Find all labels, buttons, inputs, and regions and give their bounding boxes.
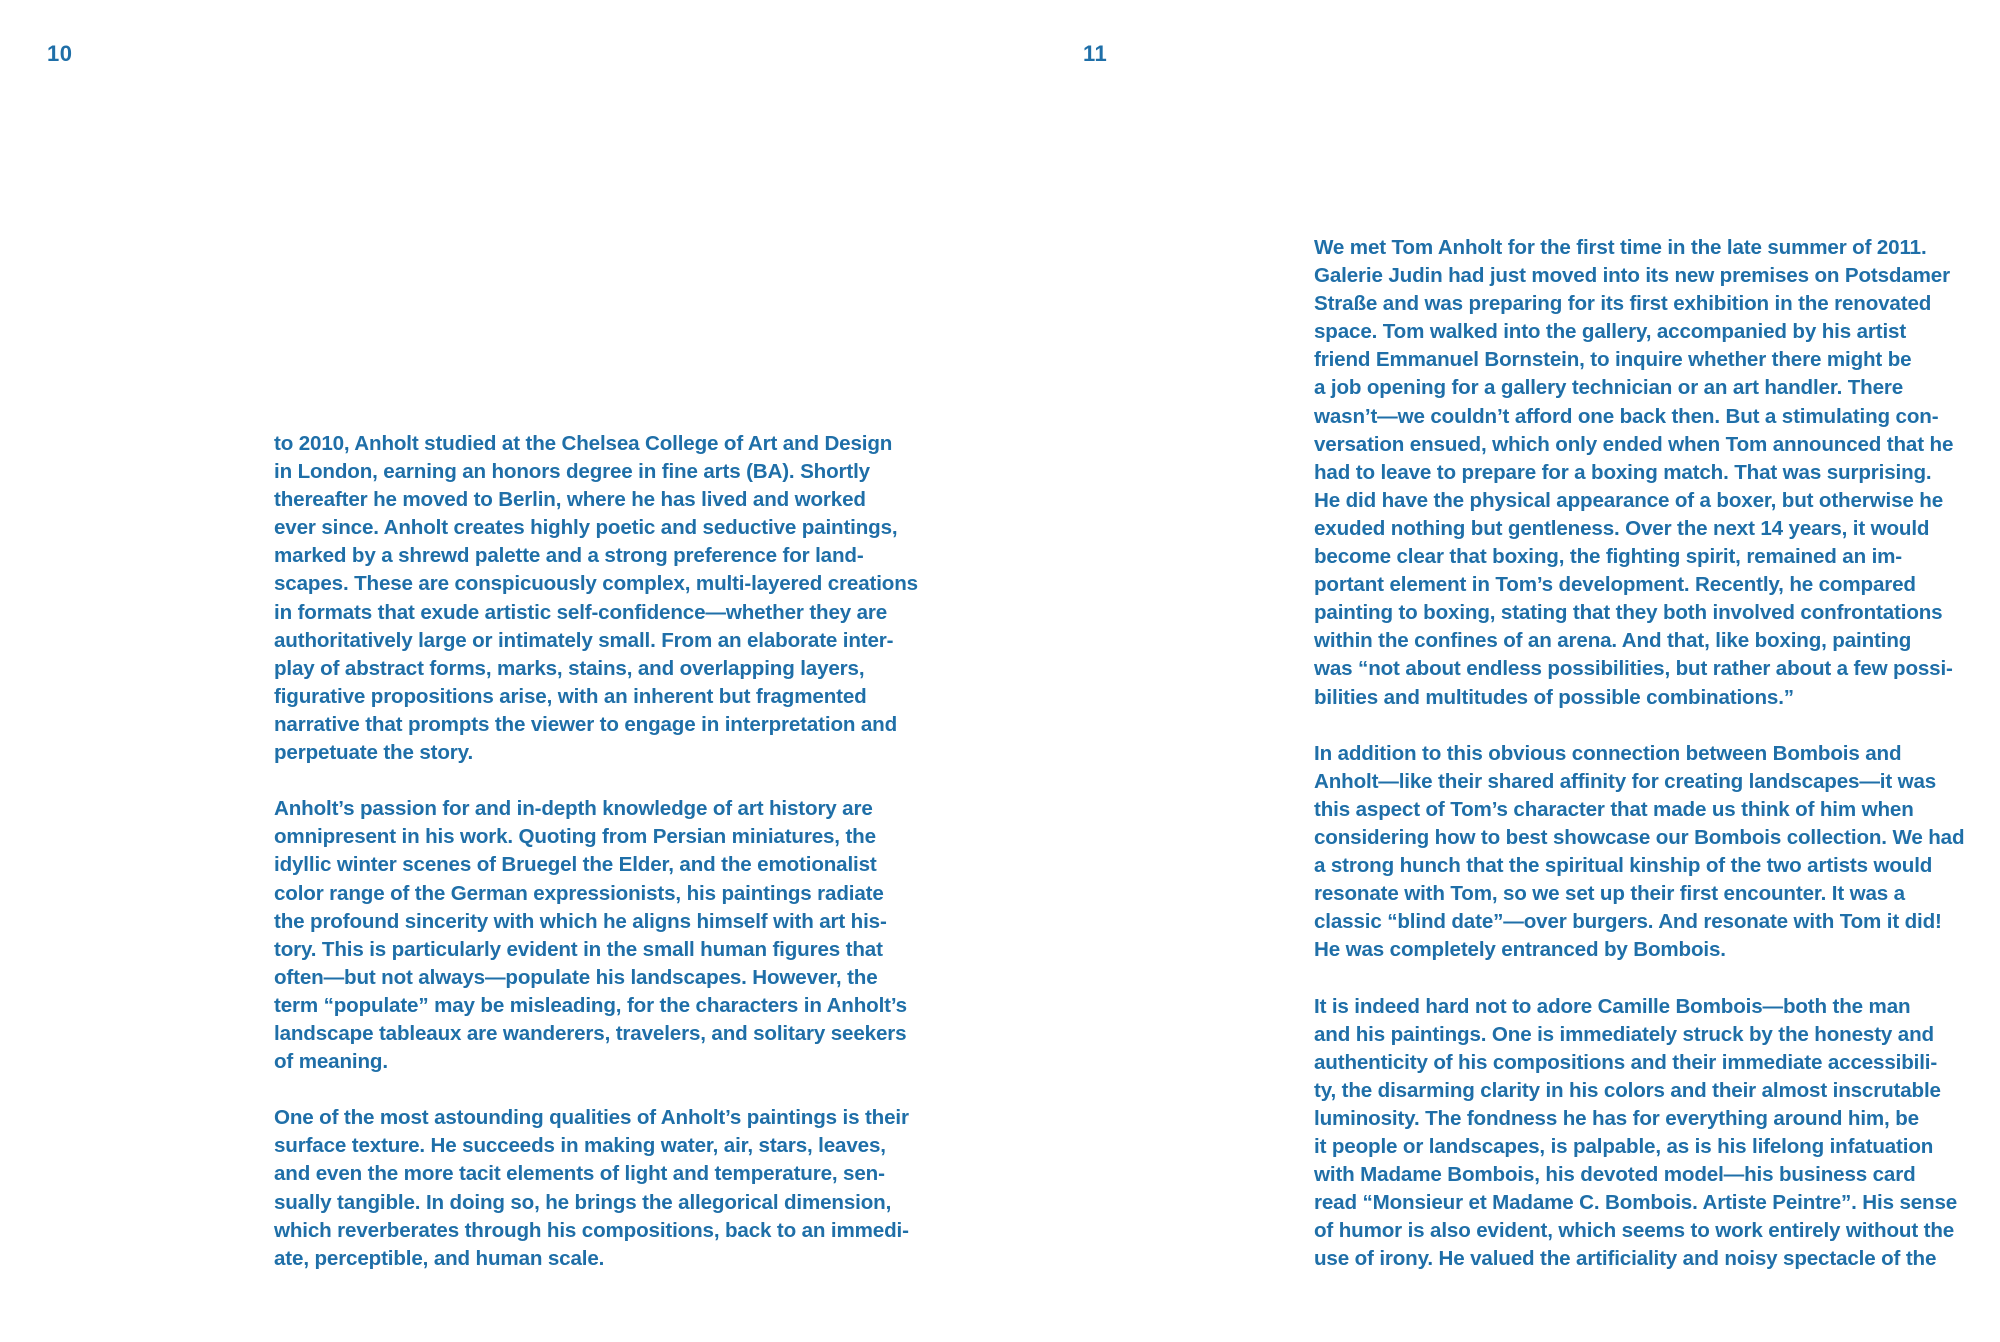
paragraph: One of the most astounding qualities of Anholt’s paintings is their surface texture. He succeeds in making water, air, stars, leaves, and even the more tacit elements of light and temperature, sen- sually tangible. In doing so, he brings the allegorical dimension, which reverberates through his compositions, back to an immedi- ate, perceptible, and human scale. <box>274 1106 909 1270</box>
page-number-right: 11 <box>1083 41 1108 66</box>
left-page-body <box>274 430 934 1273</box>
paragraph: We met Tom Anholt for the first time in the late summer of 2011. Galerie Judin had just moved into its new premises on Potsdamer Straße and was preparing for its first exhibition in the renovated space. Tom walked into the gallery, accompanied by his artist friend Emmanuel Bornstein, to inquire whether there might be a job opening for a gallery technician or an art handler. There wasn’t—we couldn’t afford one back then. But a stimulating con- versation ensued, which only ended when Tom announced that he had to leave to prepare for a boxing match. That was surprising. He did have the physical appearance of a boxer, but otherwise he exuded nothing but gentleness. Over the next 14 years, it would become clear that boxing, the fighting spirit, remained an im- portant element in Tom’s development. Recently, he compared painting to boxing, stating that they both involved confrontations within the confines of an arena. And that, like boxing, painting was “not about endless possibilities, but rather about a few possi- bilities and multitudes of possible combinations.” <box>1314 236 1954 709</box>
paragraph: In addition to this obvious connection between Bombois and Anholt—like their shared affinity for creating landscapes—it was this aspect of Tom’s character that made us think of him when considering how to best showcase our Bombois collection. We had a strong hunch that the spiritual kinship of the two artists would resonate with Tom, so we set up their first encounter. It was a classic “blind date”—over burgers. And resonate with Tom it did! He was completely entranced by Bombois. <box>1314 741 1965 962</box>
paragraph: It is indeed hard not to adore Camille Bombois—both the man and his paintings. One is immediately struck by the honesty and authenticity of his compositions and their immediate accessibili- ty, the disarming clarity in his colors and their almost inscrutable luminosity. The fondness he has for everything around him, be it people or landscapes, is palpable, as is his lifelong infatuation with Madame Bombois, his devoted model—his business card read “Monsieur et Madame C. Bombois. Artiste Peintre”. His sense of humor is also evident, which seems to work entirely without the use of irony. He valued the artificiality and noisy spectacle of the <box>1314 994 1958 1271</box>
right-page <box>1000 0 2000 1342</box>
paragraph: Anholt’s passion for and in-depth knowledge of art history are omnipresent in his work. Quoting from Persian miniatures, the idyllic winter scenes of Bruegel the Elder, and the emotionalist color range of the German expressionists, his paintings radiate the profound sincerity with which he aligns himself with art his- tory. This is particularly evident in the small human figures that often—but not always—populate his landscapes. However, the term “populate” may be misleading, for the characters in Anholt’s landscape tableaux are wanderers, travelers, and solitary seekers of meaning. <box>274 797 907 1074</box>
page-number-left: 10 <box>47 41 73 66</box>
right-page-body <box>1314 234 1980 1273</box>
paragraph: to 2010, Anholt studied at the Chelsea College of Art and Design in London, earning an honors degree in fine arts (BA). Shortly thereafter he moved to Berlin, where he has lived and worked ever since. Anholt creates highly poetic and seductive paintings, marked by a shrewd palette and a strong preference for land- scapes. These are conspicuously complex, multi-layered creations in formats that exude artistic self-confidence—whether they are authoritatively large or intimately small. From an elaborate inter- play of abstract forms, marks, stains, and overlapping layers, figurative propositions arise, with an inherent but fragmented narrative that prompts the viewer to engage in interpretation and perpetuate the story. <box>274 432 918 765</box>
